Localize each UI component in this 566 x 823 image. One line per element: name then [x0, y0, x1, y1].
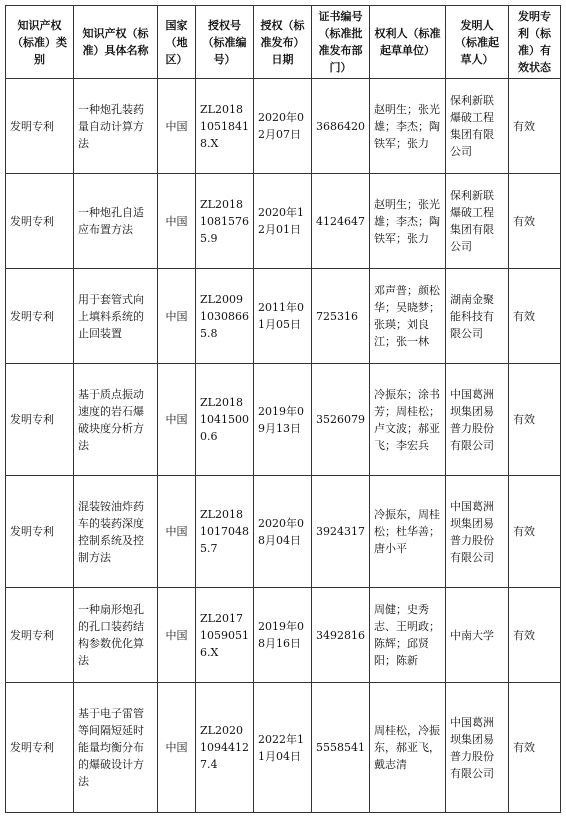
cell-category: 发明专利: [6, 683, 74, 813]
header-owner: 权利人（标准起草单位）: [370, 6, 446, 79]
cell-status: 有效: [509, 364, 561, 476]
cell-inventor: 保利新联爆破工程集团有限公司: [446, 79, 509, 174]
cell-country: 中国: [158, 79, 196, 174]
cell-date: 2020年08月04日: [254, 476, 312, 588]
cell-name: 基于质点振动速度的岩石爆破块度分析方法: [74, 364, 158, 476]
cell-date: 2011年01月05日: [254, 269, 312, 364]
cell-status: 有效: [509, 476, 561, 588]
cell-auth-no: ZL201810415000.6: [196, 364, 254, 476]
header-auth-no: 授权号（标准编号）: [196, 6, 254, 79]
cell-name: 混装铵油炸药车的装药深度控制系统及控制方法: [74, 476, 158, 588]
cell-name: 基于电子雷管等间隔短延时能量均衡分布的爆破设计方法: [74, 683, 158, 813]
table-row: [6, 683, 561, 813]
cell-cert-no: 4124647: [312, 174, 370, 269]
cell-country: 中国: [158, 476, 196, 588]
cell-inventor: 中南大学: [446, 588, 509, 683]
cell-status: 有效: [509, 683, 561, 813]
cell-owner: 冷振东，周桂松；杜华善；唐小平: [370, 476, 446, 588]
cell-auth-no: ZL201810170485.7: [196, 476, 254, 588]
table-row: [6, 476, 561, 588]
cell-cert-no: 3492816: [312, 588, 370, 683]
table-row: [6, 174, 561, 269]
cell-cert-no: 3686420: [312, 79, 370, 174]
patent-table: [5, 5, 561, 813]
cell-owner: 周健；史秀志、王明政；陈辉；邱贤阳；陈新: [370, 588, 446, 683]
cell-category: 发明专利: [6, 174, 74, 269]
cell-inventor: 湖南金聚能科技有限公司: [446, 269, 509, 364]
table-row: [6, 79, 561, 174]
cell-date: 2022年11月04日: [254, 683, 312, 813]
cell-country: 中国: [158, 269, 196, 364]
cell-status: 有效: [509, 174, 561, 269]
cell-category: 发明专利: [6, 588, 74, 683]
header-row: [6, 6, 561, 79]
cell-category: 发明专利: [6, 364, 74, 476]
table-row: [6, 364, 561, 476]
cell-name: 一种炮孔自适应布置方法: [74, 174, 158, 269]
cell-name: 一种炮孔装药量自动计算方法: [74, 79, 158, 174]
cell-country: 中国: [158, 174, 196, 269]
header-name: 知识产权（标准）具体名称: [74, 6, 158, 79]
cell-category: 发明专利: [6, 476, 74, 588]
cell-category: 发明专利: [6, 269, 74, 364]
cell-country: 中国: [158, 588, 196, 683]
cell-country: 中国: [158, 364, 196, 476]
header-cert-no: 证书编号（标准批准发布部门）: [312, 6, 370, 79]
header-date: 授权（标准发布）日期: [254, 6, 312, 79]
cell-inventor: 中国葛洲坝集团易普力股份有限公司: [446, 683, 509, 813]
cell-auth-no: ZL201710590516.X: [196, 588, 254, 683]
header-country: 国家（地区）: [158, 6, 196, 79]
cell-cert-no: 3924317: [312, 476, 370, 588]
cell-inventor: 保利新联爆破工程集团有限公司: [446, 174, 509, 269]
cell-cert-no: 5558541: [312, 683, 370, 813]
cell-category: 发明专利: [6, 79, 74, 174]
cell-status: 有效: [509, 269, 561, 364]
cell-name: 用于套管式向上填料系统的止回装置: [74, 269, 158, 364]
cell-auth-no: ZL202010944127.4: [196, 683, 254, 813]
cell-auth-no: ZL200910308665.8: [196, 269, 254, 364]
cell-status: 有效: [509, 588, 561, 683]
header-inventor: 发明人（标准起草人）: [446, 6, 509, 79]
header-status: 发明专利（标准）有效状态: [509, 6, 561, 79]
cell-auth-no: ZL201810815765.9: [196, 174, 254, 269]
cell-date: 2020年12月01日: [254, 174, 312, 269]
cell-owner: 赵明生；张光雄；李杰；陶铁军；张力: [370, 79, 446, 174]
cell-auth-no: ZL201810518418.X: [196, 79, 254, 174]
cell-owner: 赵明生；张光雄；李杰；陶铁军；张力: [370, 174, 446, 269]
cell-status: 有效: [509, 79, 561, 174]
table-row: [6, 269, 561, 364]
cell-cert-no: 3526079: [312, 364, 370, 476]
cell-owner: 冷振东；涂书芳；周桂松；卢文波；郝亚飞；李宏兵: [370, 364, 446, 476]
cell-inventor: 中国葛洲坝集团易普力股份有限公司: [446, 364, 509, 476]
cell-owner: 周桂松，冷振东，郝亚飞，戴志清: [370, 683, 446, 813]
table-row: [6, 588, 561, 683]
cell-country: 中国: [158, 683, 196, 813]
cell-date: 2019年08月16日: [254, 588, 312, 683]
cell-name: 一种扇形炮孔的孔口装药结构参数优化算法: [74, 588, 158, 683]
cell-date: 2019年09月13日: [254, 364, 312, 476]
cell-inventor: 中国葛洲坝集团易普力股份有限公司: [446, 476, 509, 588]
cell-cert-no: 725316: [312, 269, 370, 364]
header-category: 知识产权（标准）类别: [6, 6, 74, 79]
cell-date: 2020年02月07日: [254, 79, 312, 174]
cell-owner: 邓声普；颜松华；吴晓梦；张瑛；刘良江；张一林: [370, 269, 446, 364]
